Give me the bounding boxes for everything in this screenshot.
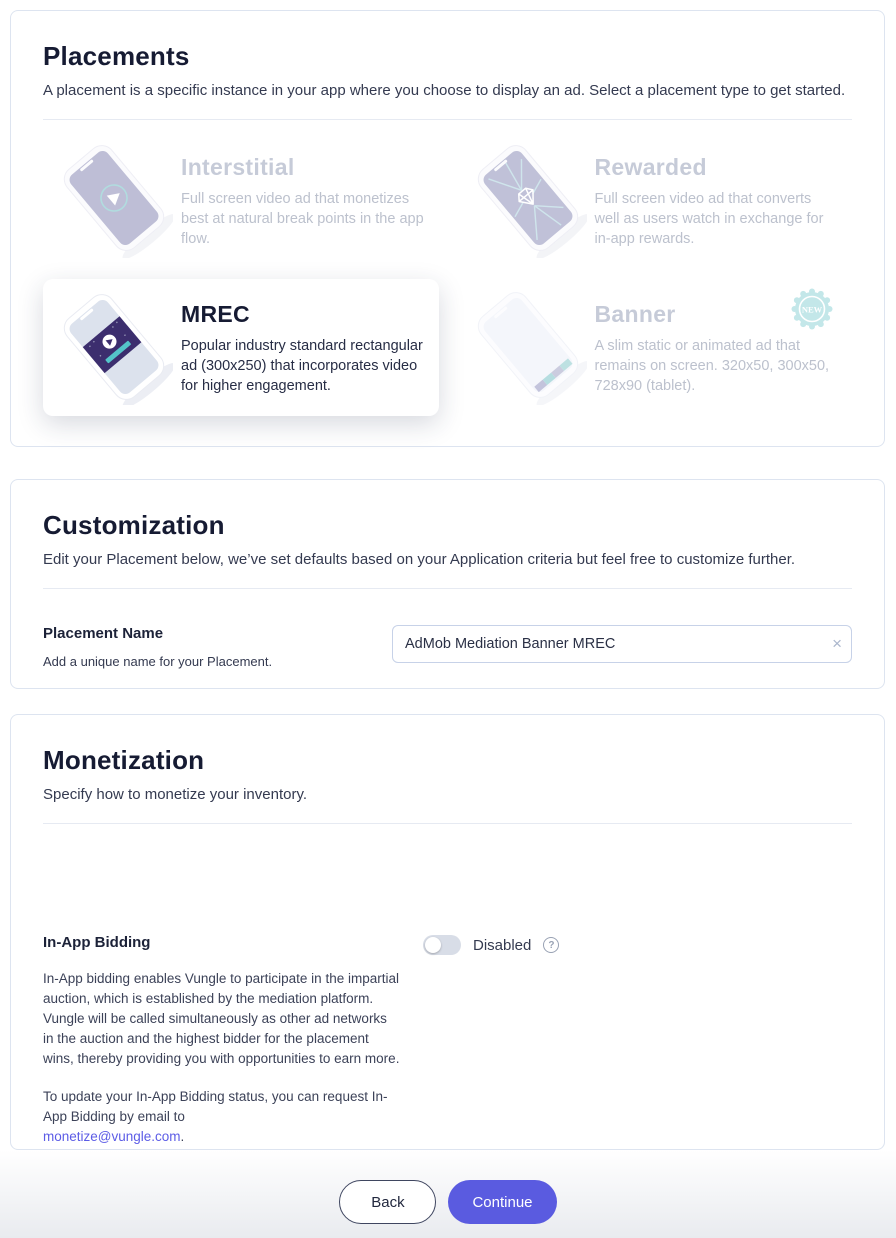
placements-title: Placements (43, 41, 190, 71)
customization-title: Customization (43, 510, 225, 540)
placement-type-mrec[interactable] (43, 279, 439, 416)
mrec-phone-illustration (55, 289, 173, 405)
continue-button[interactable]: Continue (448, 1180, 556, 1224)
customization-subtitle: Edit your Placement below, we’ve set defaults based on your Application criteria but feel free to customize further. (43, 551, 796, 568)
back-button[interactable]: Back (339, 1180, 436, 1224)
banner-phone-illustration (469, 289, 587, 405)
placement-name-input[interactable] (392, 625, 852, 663)
divider (43, 588, 852, 589)
rewarded-phone-illustration (469, 142, 587, 258)
placements-subtitle: A placement is a specific instance in your app where you choose to display an ad. Select a placement type to get started. (43, 82, 846, 99)
placement-type-rewarded[interactable] (457, 132, 853, 269)
monetization-title: Monetization (43, 745, 205, 775)
placement-type-title: MREC (181, 301, 250, 327)
in-app-bidding-toggle[interactable] (423, 935, 461, 955)
placement-type-interstitial[interactable] (43, 132, 439, 269)
clear-icon[interactable]: × (832, 634, 842, 653)
placement-type-grid (43, 132, 852, 416)
placement-name-row (43, 625, 852, 669)
monetization-section (10, 714, 885, 1150)
divider (43, 823, 852, 824)
placement-type-description: Popular industry standard rectangular ad (300x250) that incorporates video for higher engagement. (181, 338, 423, 394)
placement-type-title: Banner (594, 301, 676, 327)
interstitial-phone-illustration (55, 142, 173, 258)
placement-type-title: Rewarded (594, 154, 707, 180)
in-app-bidding-label: In-App Bidding (43, 934, 151, 951)
placement-type-title: Interstitial (181, 154, 295, 180)
in-app-bidding-description: In-App bidding enables Vungle to participate in the impartial auction, which is established by the mediation platform. Vungle will be called simultaneously as other ad networks in the auction and the highest bidder for the placement wins, thereby providing you with opportunities to earn more. (43, 971, 400, 1066)
footer-action-bar (0, 1150, 896, 1238)
toggle-knob (425, 937, 441, 953)
placement-name-label: Placement Name (43, 625, 164, 642)
divider (43, 119, 852, 120)
customization-section (10, 479, 885, 689)
in-app-bidding-row (43, 934, 852, 1147)
placement-type-description: Full screen video ad that monetizes best at natural break points in the app flow. (181, 191, 424, 247)
monetization-subtitle: Specify how to monetize your inventory. (43, 786, 308, 803)
placements-section (10, 10, 885, 447)
placement-name-helper: Add a unique name for your Placement. (43, 654, 273, 669)
monetize-email-link[interactable]: monetize@vungle.com (43, 1128, 181, 1144)
in-app-bidding-status: Disabled (473, 936, 532, 954)
placement-type-banner[interactable] (457, 279, 853, 416)
new-badge (790, 287, 834, 331)
placement-name-field-wrap (392, 625, 852, 663)
placement-type-description: Full screen video ad that converts well as users watch in exchange for in-app rewards. (594, 191, 824, 247)
help-icon[interactable]: ? (543, 937, 559, 953)
placement-type-description: A slim static or animated ad that remains on screen. 320x50, 300x50, 728x90 (tablet). (594, 338, 830, 394)
new-badge-label: NEW (801, 304, 823, 315)
in-app-bidding-request-text: To update your In-App Bidding status, you can request In-App Bidding by email to monetize@vungle.com. (43, 1088, 388, 1144)
